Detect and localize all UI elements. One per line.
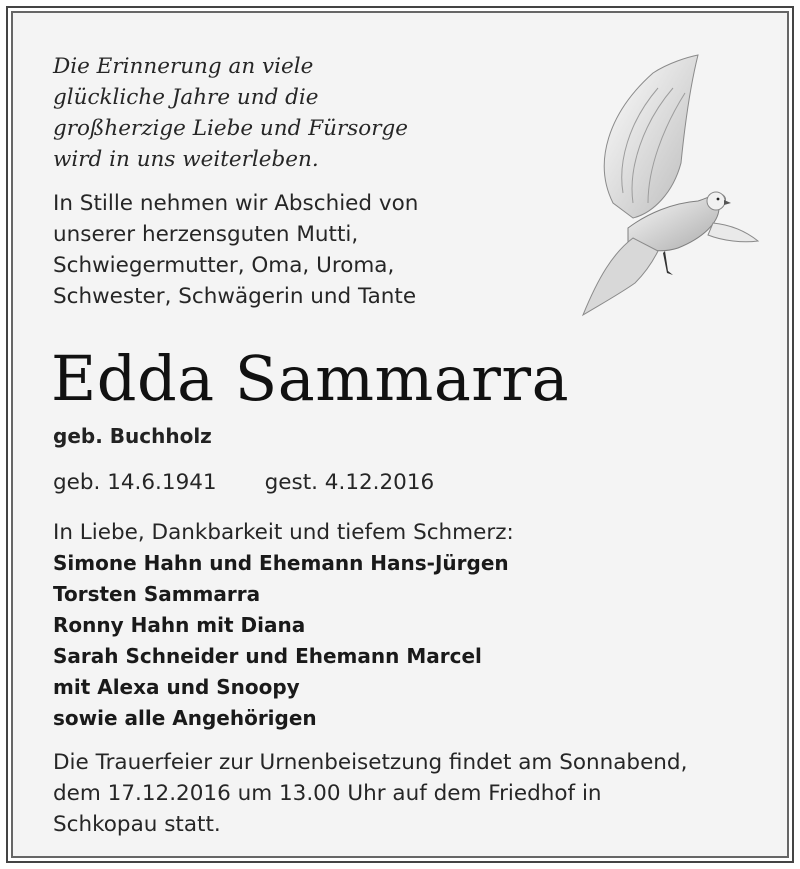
verse-line: großherzige Liebe und Fürsorge: [53, 116, 408, 141]
mourner-line: mit Alexa und Snoopy: [53, 675, 300, 699]
obituary-border: [6, 6, 794, 863]
mourners-intro: In Liebe, Dankbarkeit und tiefem Schmerz:: [53, 520, 514, 545]
verse-line: glückliche Jahre und die: [53, 85, 319, 110]
farewell-line: Schwester, Schwägerin und Tante: [53, 284, 417, 309]
deceased-name: Edda Sammarra: [51, 342, 570, 415]
mourner-line: sowie alle Angehörigen: [53, 706, 317, 730]
funeral-notice: [53, 747, 687, 840]
farewell-line: Schwiegermutter, Oma, Uroma,: [53, 253, 395, 278]
mourner-line: Torsten Sammarra: [53, 582, 261, 606]
mourner-line: Sarah Schneider und Ehemann Marcel: [53, 644, 482, 668]
farewell-text: [53, 188, 418, 312]
farewell-line: In Stille nehmen wir Abschied von: [53, 191, 419, 216]
memorial-verse: [53, 51, 408, 175]
dove-icon: [573, 53, 763, 323]
mourner-line: Simone Hahn und Ehemann Hans-Jürgen: [53, 551, 509, 575]
verse-line: Die Erinnerung an viele: [53, 54, 314, 79]
farewell-line: unserer herzensguten Mutti,: [53, 222, 359, 247]
funeral-line: Schkopau statt.: [53, 812, 221, 837]
mourner-line: Ronny Hahn mit Diana: [53, 613, 306, 637]
mourners-list: [53, 548, 509, 734]
birth-date: geb. 14.6.1941: [53, 470, 217, 495]
verse-line: wird in uns weiterleben.: [53, 147, 319, 172]
maiden-name: geb. Buchholz: [53, 424, 212, 448]
life-dates: [53, 468, 434, 498]
death-date: gest. 4.12.2016: [264, 470, 435, 495]
funeral-line: dem 17.12.2016 um 13.00 Uhr auf dem Friedhof in: [53, 781, 602, 806]
obituary-panel: [11, 11, 789, 858]
funeral-line: Die Trauerfeier zur Urnenbeisetzung findet am Sonnabend,: [53, 750, 688, 775]
